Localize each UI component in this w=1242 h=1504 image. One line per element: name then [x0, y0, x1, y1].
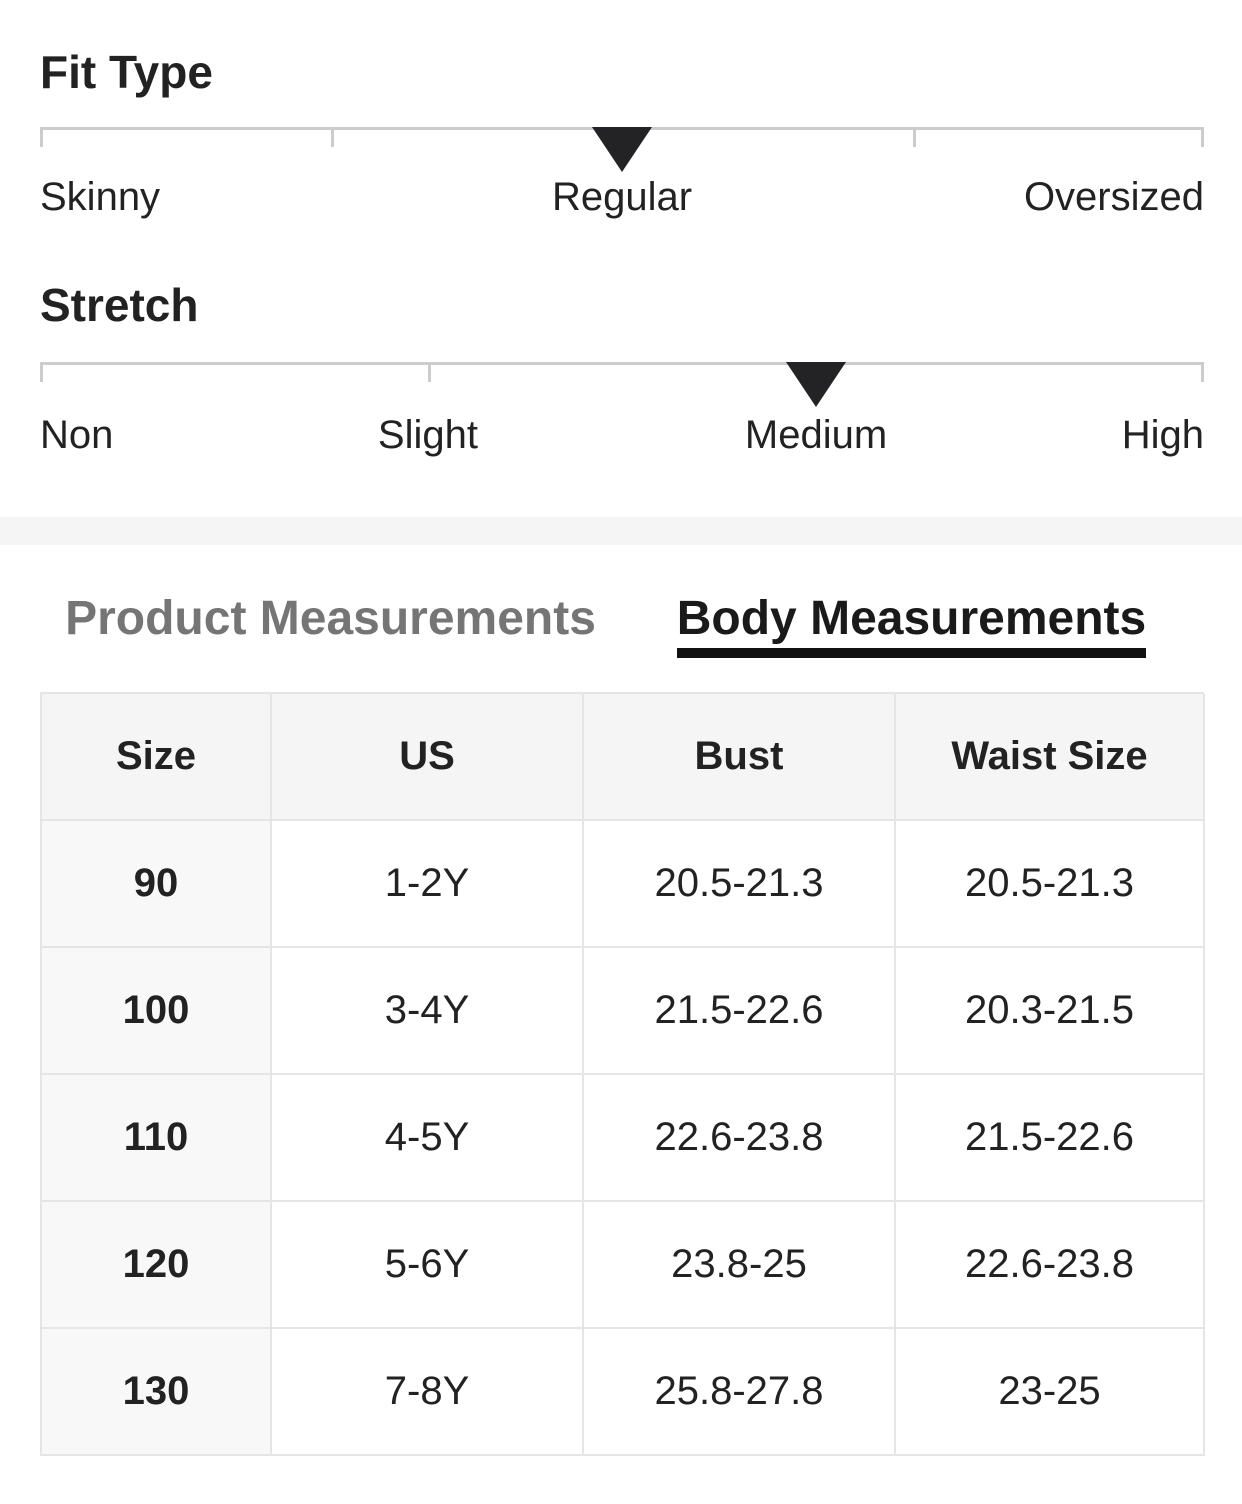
stretch-label-slight: Slight [377, 413, 478, 457]
table-cell: 4-5Y [272, 1075, 584, 1202]
table-cell: 7-8Y [272, 1329, 584, 1456]
table-row-header: 130 [42, 1329, 272, 1456]
fit-type-label-oversized: Oversized [1023, 175, 1204, 219]
scale-tick [40, 127, 43, 147]
size-table [40, 692, 1204, 1456]
table-cell: 3-4Y [272, 948, 584, 1075]
section-divider [0, 517, 1242, 545]
tab-product-measurements[interactable] [40, 593, 621, 658]
table-cell: 21.5-22.6 [584, 948, 896, 1075]
table-row-header: 100 [42, 948, 272, 1075]
table-cell: 20.3-21.5 [896, 948, 1205, 1075]
table-cell: 1-2Y [272, 821, 584, 948]
table-cell: 23.8-25 [584, 1202, 896, 1329]
stretch-scale-labels [40, 411, 1204, 459]
table-cell: 20.5-21.3 [896, 821, 1205, 948]
fit-type-title: Fit Type [40, 46, 213, 98]
table-cell: 20.5-21.3 [584, 821, 896, 948]
column-header-waist: Waist Size [896, 694, 1205, 821]
table-row-header: 120 [42, 1202, 272, 1329]
table-row-header: 110 [42, 1075, 272, 1202]
table-cell: 23-25 [896, 1329, 1205, 1456]
fit-type-label-skinny: Skinny [40, 175, 161, 219]
stretch-title: Stretch [40, 279, 199, 331]
stretch-pointer-icon [786, 362, 846, 407]
stretch-label-high: High [1121, 413, 1204, 457]
scale-tick [428, 362, 431, 382]
table-cell: 21.5-22.6 [896, 1075, 1205, 1202]
scale-tick [1201, 127, 1204, 147]
fit-type-scale-line [40, 127, 1204, 130]
tab-product-measurements-label: Product Measurements [65, 592, 596, 645]
table-cell: 22.6-23.8 [896, 1202, 1205, 1329]
scale-tick [913, 127, 916, 147]
table-row-header: 90 [42, 821, 272, 948]
fit-type-section [0, 44, 1242, 221]
column-header-us: US [272, 694, 584, 821]
scale-tick [331, 127, 334, 147]
table-cell: 5-6Y [272, 1202, 584, 1329]
stretch-label-medium: Medium [744, 413, 888, 457]
stretch-section [0, 277, 1242, 459]
scale-tick [1201, 362, 1204, 382]
table-cell: 22.6-23.8 [584, 1075, 896, 1202]
fit-type-scale-labels [40, 173, 1204, 221]
column-header-bust: Bust [584, 694, 896, 821]
fit-type-pointer-icon [592, 127, 652, 172]
stretch-label-non: Non [40, 413, 114, 457]
tab-body-measurements[interactable] [621, 593, 1202, 658]
fit-type-label-regular: Regular [551, 175, 693, 219]
column-header-size: Size [42, 694, 272, 821]
scale-tick [40, 362, 43, 382]
size-guide-page [0, 44, 1242, 1456]
tab-body-measurements-label: Body Measurements [677, 593, 1146, 658]
measurement-tabs [0, 593, 1242, 658]
table-cell: 25.8-27.8 [584, 1329, 896, 1456]
stretch-scale-line [40, 362, 1204, 365]
